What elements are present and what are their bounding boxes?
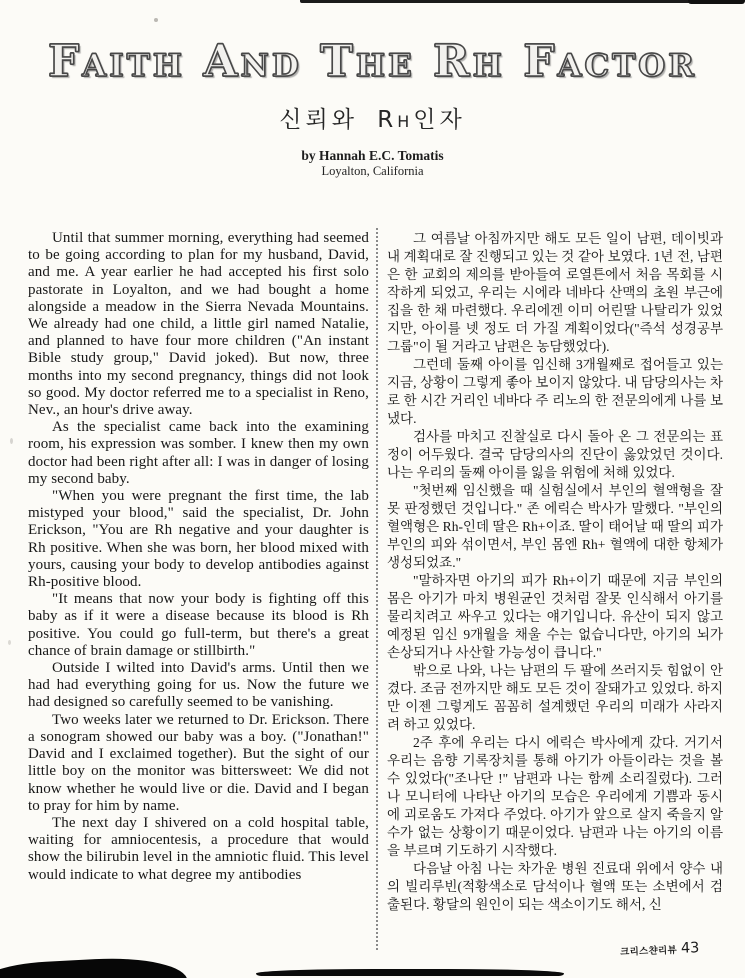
column-divider [376, 228, 378, 950]
english-column [28, 230, 369, 884]
english-paragraph: Outside I wilted into David's arms. Until then we had had everything going for us. Now the future we had designed so carefully seemed to be vanishing. [28, 660, 369, 711]
scan-speck [154, 18, 158, 22]
korean-paragraph: 검사를 마치고 진찰실로 다시 돌아 온 그 전문의는 표정이 어두웠다. 결국 담당의사의 진단이 옳았었던 것이다. 나는 우리의 둘째 아이를 잃을 위험에 처해 있었다. [387, 429, 723, 480]
korean-paragraph: 그 여름날 아침까지만 해도 모든 일이 남편, 데이빗과 내 계획대로 잘 진행되고 있는 것 같아 보였다. 1년 전, 남편은 한 교회의 제의를 받아들여 로열튼에서 처음 목회를 시작하게 되었고, 우리는 시에라 네바다 산맥의 초원 부근에 집을 한 채 마련했다. 우리에겐 이미 어린딸 나탈리가 있었지만, 아이를 넷 정도 더 가질 계획이었다("즉석 성경공부 그룹"이 될 거라고 남편은 농담했었다). [387, 231, 723, 354]
korean-paragraph: 밖으로 나와, 나는 남편의 두 팔에 쓰러지듯 힘없이 안겼다. 조금 전까지만 해도 모든 것이 잘돼가고 있었다. 하지만 이젠 그렇게도 꼼꼼히 설계했던 우리의 미래가 사라지려 하고 있었다. [387, 663, 723, 732]
page-number: 43 [680, 940, 700, 957]
page-footer [620, 936, 731, 959]
english-paragraph: Two weeks later we returned to Dr. Erickson. There a sonogram showed our baby was a boy. ("Jonathan!" David and I exclaimed together). But the sight of our little boy on the monitor was bittersweet: We did not know whether he would live or die. David and I began to pray for him by name. [28, 711, 369, 814]
english-paragraph: The next day I shivered on a cold hospital table, waiting for amniocentesis, a procedure that would show the bilirubin level in the amniotic fluid. This level would indicate to what degree my antibodies [28, 814, 369, 883]
byline: by Hannah E.C. Tomatis [301, 148, 444, 163]
scan-artifact-top-right [688, 0, 745, 4]
english-paragraph: "When you were pregnant the first time, the lab mistyped your blood," said the specialist, Dr. John Erickson, "You are Rh negative and your daughter is Rh positive. When she was born, her blood mixed with yours, causing your body to develop antibodies against Rh-positive blood. [28, 488, 369, 591]
article-subtitle-korean: 신뢰와 Rh인자 [279, 107, 466, 133]
scan-speck [10, 438, 13, 444]
korean-paragraph: 그런데 둘째 아이를 임신해 3개월째로 접어들고 있는 지금, 상황이 그렇게 좋아 보이지 않았다. 내 담당의사는 차로 한 시간 거리인 네바다 주 리노의 한 전문의에게 나를 보냈다. [387, 357, 723, 426]
korean-paragraph: "첫번째 임신했을 때 실험실에서 부인의 혈액형을 잘못 판정했던 것입니다." 존 에릭슨 박사가 말했다. "부인의 혈액형은 Rh-인데 딸은 Rh+이죠. 딸이 태어날 때 딸의 피가 부인의 피와 섞이면서, 부인 몸엔 Rh+ 혈액에 대한 항체가 생성되었죠." [387, 483, 723, 570]
english-paragraph: Until that summer morning, everything had seemed to be going according to plan for my husband, David, and me. A year earlier he had accepted his first solo pastorate in Loyalton, and we had bought a home alongside a meadow in the Sierra Nevada Mountains. We already had one child, a little girl named Natalie, and planned to have four more children ("An instant Bible study group," David joked). But now, three months into my second pregnancy, things did not look so good. My doctor referred me to a specialist in Reno, Nev., an hour's drive away. [28, 230, 369, 419]
magazine-name: 크리스챤리뷰 [619, 944, 678, 958]
korean-column [387, 230, 723, 914]
english-paragraph: As the specialist came back into the examining room, his expression was somber. I knew then my own doctor had been right after all: I was in danger of losing my second baby. [28, 419, 369, 487]
scan-artifact-bottom-center [256, 969, 564, 976]
korean-paragraph: 2주 후에 우리는 다시 에릭슨 박사에게 갔다. 거기서 우리는 음향 기록장치를 통해 아기가 아들이라는 것을 볼 수 있었다("조나단 !" 남편과 나는 함께 소리질렀다). 그러나 모니터에 나타난 아기의 모습은 우리에게 기쁨과 동시에 괴로움도 가져다 주었다. 아기가 앞으로 살지 죽을지 알 수가 없는 상황이기 때문이었다. 남편과 나는 아기의 이름을 부르며 기도하기 시작했다. [387, 735, 723, 858]
korean-paragraph: "말하자면 아기의 피가 Rh+이기 때문에 지금 부인의 몸은 아기가 마치 병원균인 것처럼 잘못 인식해서 아기를 물리치려고 싸우고 있다는 얘기입니다. 유산이 되지 않고 예정된 임신 9개월을 채울 수는 없습니다만, 아기의 뇌가 손상되거나 사산할 가능성이 큽니다." [387, 573, 723, 660]
scan-speck [8, 640, 11, 645]
korean-paragraph: 다음날 아침 나는 차가운 병원 진료대 위에서 양수 내의 빌리루빈(적황색소로 담석이나 혈액 또는 소변에서 검출된다. 황달의 원인이 되는 색소이기도 해서, 신 [387, 861, 723, 912]
scan-artifact-bottom-left [0, 954, 188, 978]
scan-artifact-top-edge [300, 0, 692, 3]
article-title: Faith And The Rh Factor [47, 36, 698, 87]
english-paragraph: "It means that now your body is fighting off this baby as if it were a disease because its blood is Rh positive. You could go full-term, but there's a great chance of brain damage or stillbirth." [28, 591, 369, 659]
byline-location: Loyalton, California [321, 164, 424, 178]
